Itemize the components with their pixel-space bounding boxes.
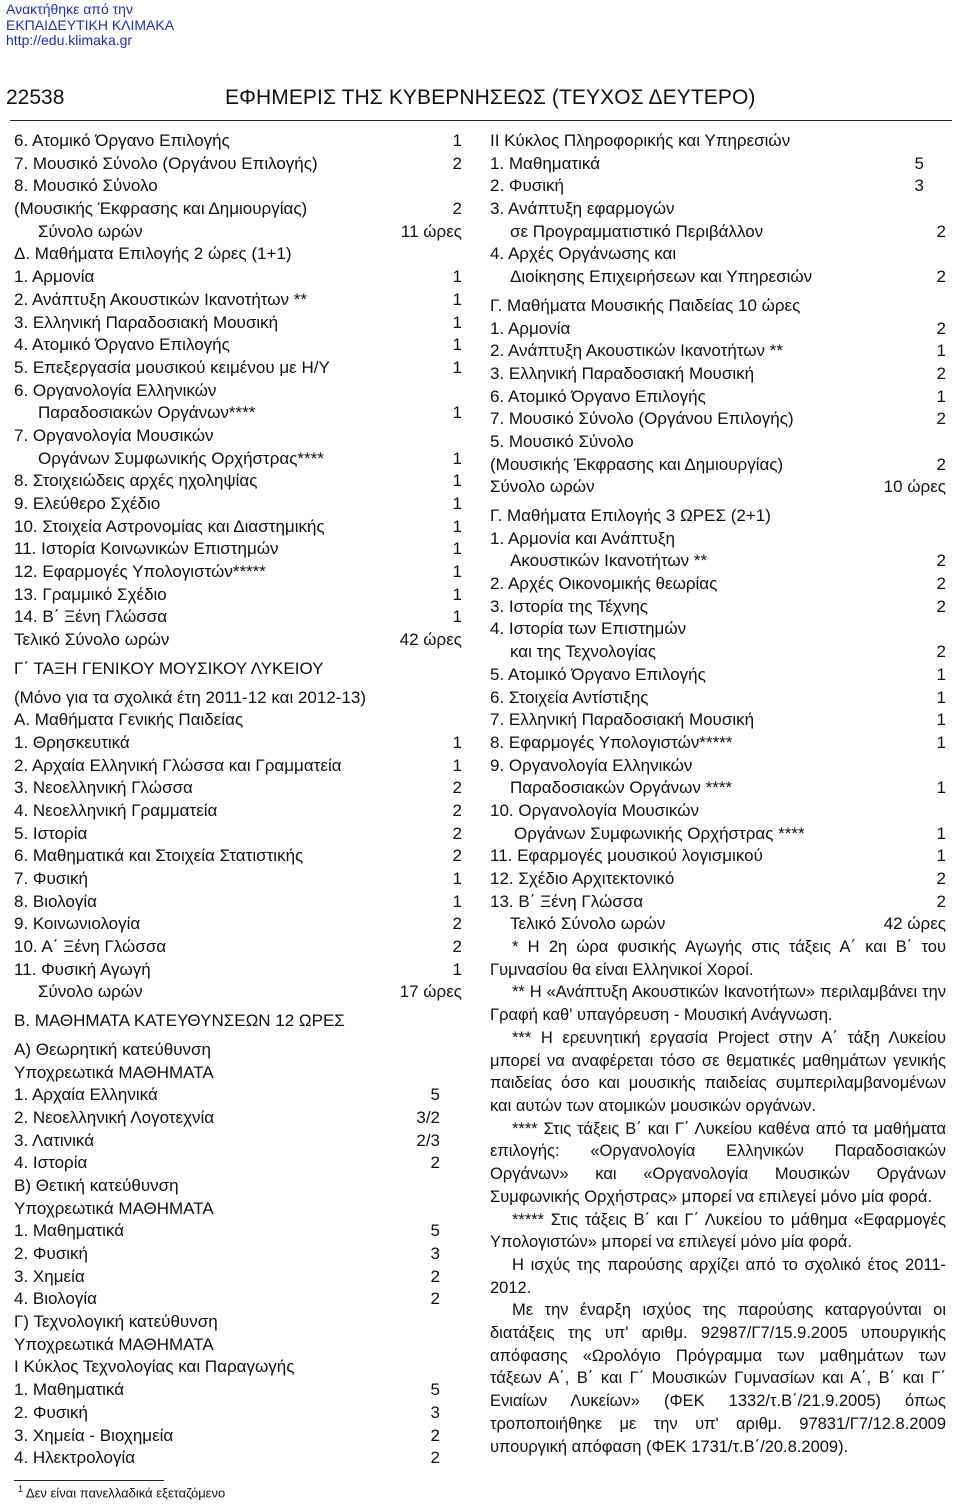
page-header: [0, 86, 960, 118]
item-label: Γ. Μαθήματα Μουσικής Παιδείας 10 ώρες: [490, 295, 801, 315]
item-label: 2. Νεοελληνική Λογοτεχνία: [14, 1107, 215, 1127]
list-item: [490, 175, 946, 198]
list-item: [490, 476, 946, 499]
note-paragraph: ***** Στις τάξεις Β΄ και Γ΄ Λυκείου το μάθημα «Εφαρμογές Υπολογιστών» μπορεί να επιλεγεί μόνο μία φορά.: [490, 1210, 946, 1252]
list-item: [14, 153, 462, 176]
item-hours: 1: [936, 732, 946, 752]
item-hours: 1: [452, 891, 462, 911]
item-label: Ι Κύκλος Τεχνολογίας και Παραγωγής: [14, 1357, 295, 1377]
item-hours: 2: [452, 800, 462, 820]
item-label: Β. ΜΑΘΗΜΑΤΑ ΚΑΤΕΥΘΥΝΣΕΩΝ 12 ΩΡΕΣ: [14, 1011, 345, 1031]
item-label: 7. Φυσική: [14, 869, 88, 888]
item-label: 4. Ατομικό Όργανο Επιλογής: [14, 335, 230, 355]
item-label: 2. Φυσική: [490, 176, 564, 196]
item-hours: 2: [936, 642, 946, 662]
list-item: [14, 1243, 462, 1266]
item-label: 3. Ιστορία της Τέχνης: [490, 596, 648, 616]
item-label: 1. Αρμονία: [14, 267, 95, 287]
list-item: [490, 153, 946, 176]
list-item: [14, 1356, 462, 1379]
list-item: [14, 936, 462, 959]
list-item: [14, 868, 462, 891]
footnote-rule: [14, 1480, 164, 1481]
item-label: 2. Φυσική: [14, 1244, 88, 1263]
list-item: [490, 777, 946, 800]
item-label: 9. Οργανολογία Ελληνικών: [490, 755, 693, 775]
list-item: [14, 584, 462, 607]
list-item: [14, 289, 462, 312]
item-hours: 2/3: [416, 1130, 440, 1150]
item-hours: 1: [936, 664, 946, 684]
item-label: 11. Εφαρμογές μουσικού λογισμικού: [490, 846, 763, 866]
item-label: Παραδοσιακών Οργάνων****: [38, 403, 256, 423]
page-number: 22538: [6, 86, 65, 109]
item-label: Οργάνων Συμφωνικής Ορχήστρας****: [38, 448, 324, 468]
list-item: [14, 402, 462, 425]
list-item: [14, 1379, 462, 1402]
list-item: [14, 913, 462, 936]
item-hours: 5: [430, 1380, 440, 1400]
item-hours: 2: [430, 1425, 440, 1445]
item-hours: 1: [452, 494, 462, 513]
item-hours: 2: [452, 846, 462, 866]
note-paragraph: Με την έναρξη ισχύος της παρούσης καταργούνται οι διατάξεις της υπ' αριθμ. 92987/Γ7/15.9.2005 υπουργικής απόφασης «Ωρολόγιο Πρόγραμμα των μαθημάτων των τάξεων Α΄, Β΄ και Γ΄ Μουσικών Γυμνασίων και Α΄, Β΄ και Γ΄ Ενιαίων Λυκείων» (ΦΕΚ 1332/τ.Β΄/21.9.2005) όπως τροποποιήθηκε με την υπ' αριθμ. 97831/Γ7/12.8.2009 υπουργική απόφαση (ΦΕΚ 1731/τ.Β΄/20.8.2009).: [490, 1301, 946, 1456]
watermark-url-link[interactable]: http://edu.klimaka.gr: [6, 32, 133, 48]
item-label: 11. Φυσική Αγωγή: [14, 959, 151, 979]
list-item: [14, 1425, 462, 1448]
item-label: 13. Β΄ Ξένη Γλώσσα: [490, 891, 644, 911]
list-item: [14, 425, 462, 448]
item-hours: 1: [452, 403, 462, 423]
list-item: [14, 470, 462, 493]
item-label: (Μόνο για τα σχολικά έτη 2011-12 και 2012-13): [14, 687, 367, 707]
item-hours: 1: [452, 584, 462, 604]
item-label: 1. Αρχαία Ελληνικά: [14, 1085, 158, 1105]
item-label: 3. Ελληνική Παραδοσιακή Μουσική: [14, 312, 279, 332]
item-hours: 3/2: [416, 1107, 440, 1127]
list-item: [490, 573, 946, 596]
item-label: 2. Ανάπτυξη Ακουστικών Ικανοτήτων **: [490, 341, 784, 361]
item-label: 5. Επεξεργασία μουσικού κειμένου με Η/Υ: [14, 357, 330, 377]
list-item: [14, 1266, 462, 1289]
item-hours: 1: [452, 732, 462, 752]
list-item: [14, 959, 462, 982]
item-hours: 1: [452, 448, 462, 468]
list-item: [14, 516, 462, 539]
item-label: 3. Λατινικά: [14, 1130, 95, 1150]
item-hours: 42 ώρες: [399, 630, 462, 650]
list-item: [14, 1010, 462, 1033]
item-hours: 1: [452, 312, 462, 332]
item-hours: 2: [452, 937, 462, 957]
list-item: [14, 1107, 462, 1130]
item-label: 4. Νεοελληνική Γραμματεία: [14, 800, 218, 820]
item-label: 13. Γραμμικό Σχέδιο: [14, 584, 167, 604]
list-item: [14, 1130, 462, 1153]
item-label: σε Προγραμματιστικό Περιβάλλον: [510, 221, 764, 241]
item-label: 6. Ατομικό Όργανο Επιλογής: [14, 131, 230, 150]
list-item: [14, 493, 462, 516]
item-label: 4. Ηλεκτρολογία: [14, 1448, 136, 1468]
item-label: 7. Μουσικό Σύνολο (Οργάνου Επιλογής): [490, 409, 794, 429]
item-hours: 2: [936, 409, 946, 429]
item-label: Τελικό Σύνολο ωρών: [14, 630, 170, 650]
watermark-line-2[interactable]: ΕΚΠΑΙΔΕΥΤΙΚΗ ΚΛΙΜΑΚΑ: [6, 16, 175, 33]
footnote-marker: 1: [18, 1484, 24, 1494]
item-label: 10. Οργανολογία Μουσικών: [490, 800, 699, 820]
item-hours: 5: [430, 1221, 440, 1241]
item-hours: 2: [936, 596, 946, 616]
list-item: [14, 732, 462, 755]
list-item: [14, 1062, 462, 1085]
list-item: [490, 755, 946, 778]
item-label: 3. Ελληνική Παραδοσιακή Μουσική: [490, 363, 755, 383]
list-item: [490, 130, 946, 153]
item-hours: 2: [936, 869, 946, 888]
item-label: Γ. Μαθήματα Επιλογής 3 ΩΡΕΣ (2+1): [490, 506, 771, 525]
list-item: [14, 687, 462, 710]
item-label: 1. Θρησκευτικά: [14, 732, 130, 752]
list-item: [490, 386, 946, 409]
item-hours: 3: [430, 1244, 440, 1263]
item-label: 9. Ελεύθερο Σχέδιο: [14, 494, 161, 513]
right-list: [490, 130, 946, 936]
item-label: 9. Κοινωνιολογία: [14, 914, 141, 934]
item-hours: 1: [936, 778, 946, 798]
item-hours: 5: [430, 1085, 440, 1105]
list-item: [490, 243, 946, 266]
item-label: Β) Θετική κατεύθυνση: [14, 1175, 179, 1195]
item-label: 3. Ανάπτυξη εφαρμογών: [490, 199, 675, 219]
note-paragraph: * Η 2η ώρα φυσικής Αγωγής στις τάξεις Α΄ και Β΄ του Γυμνασίου θα είναι Ελληνικοί Χοροί.: [490, 938, 946, 979]
list-item: [14, 709, 462, 732]
list-item: [490, 845, 946, 868]
item-label: 1. Μαθηματικά: [14, 1380, 125, 1400]
item-label: 10. Α΄ Ξένη Γλώσσα: [14, 937, 167, 957]
right-column: [490, 130, 946, 1458]
list-item: [490, 891, 946, 914]
item-label: Σύνολο ωρών: [38, 982, 143, 1002]
list-item: [490, 800, 946, 823]
item-label: Διοίκησης Επιχειρήσεων και Υπηρεσιών: [510, 267, 813, 287]
item-hours: 1: [452, 335, 462, 355]
item-label: 4. Αρχές Οργάνωσης και: [490, 244, 677, 264]
note-paragraph: **** Στις τάξεις Β΄ και Γ΄ Λυκείου καθένα από τα μαθήματα επιλογής: «Οργανολογία Ελληνικών Παραδοσιακών Οργάνων» και «Οργανολογία Μουσικών Οργάνων Συμφωνικής Ορχήστρας» μπορεί να επιλεγεί μόνο μία φορά.: [490, 1119, 946, 1206]
list-item: [490, 363, 946, 386]
item-label: 4. Βιολογία: [14, 1289, 97, 1309]
item-label: 7. Οργανολογία Μουσικών: [14, 425, 214, 445]
watermark-line-1[interactable]: Ανακτήθηκε από την: [6, 1, 133, 17]
list-item: [14, 538, 462, 561]
item-label: 2. Ανάπτυξη Ακουστικών Ικανοτήτων **: [14, 289, 308, 309]
item-label: 10. Στοιχεία Αστρονομίας και Διαστημικής: [14, 516, 325, 536]
item-hours: 2: [452, 823, 462, 843]
list-item: [490, 732, 946, 755]
list-item: [490, 340, 946, 363]
list-item: [14, 1175, 462, 1198]
item-hours: 2: [936, 318, 946, 338]
list-item: [14, 891, 462, 914]
item-label: 3. Χημεία - Βιοχημεία: [14, 1425, 174, 1445]
item-hours: 17 ώρες: [399, 982, 462, 1002]
footnote: [18, 1484, 225, 1500]
item-hours: 1: [936, 341, 946, 361]
list-item: [14, 658, 462, 681]
item-hours: 1: [452, 267, 462, 287]
item-label: 1. Μαθηματικά: [490, 153, 601, 173]
item-hours: 2: [936, 891, 946, 911]
list-item: [14, 1039, 462, 1062]
item-hours: 2: [430, 1289, 440, 1309]
list-item: [14, 1084, 462, 1107]
list-item: [490, 431, 946, 454]
item-hours: 10 ώρες: [883, 477, 946, 497]
item-hours: 1: [452, 562, 462, 582]
item-hours: 1: [452, 516, 462, 536]
note-paragraph: *** Η ερευνητική εργασία Project στην Α΄ τάξη Λυκείου μπορεί να αναφέρεται τόσο σε θεματικές μαθημάτων γενικής παιδείας όσο και μουσικής παιδείας συμπεριλαμβανομένων και αυτών των ατομικών μουσικών οργάνων.: [490, 1028, 946, 1115]
item-label: Τελικό Σύνολο ωρών: [510, 914, 666, 934]
item-hours: 1: [452, 755, 462, 775]
item-label: 2. Αρχαία Ελληνική Γλώσσα και Γραμματεία: [14, 755, 342, 775]
list-item: [14, 1334, 462, 1357]
item-hours: 2: [452, 778, 462, 798]
item-hours: 1: [452, 607, 462, 627]
item-hours: 1: [452, 357, 462, 377]
list-item: [490, 913, 946, 936]
list-item: [490, 664, 946, 687]
list-item: [14, 561, 462, 584]
item-label: 4. Ιστορία: [14, 1153, 88, 1173]
item-label: 8. Στοιχειώδεις αρχές ηχοληψίας: [14, 471, 258, 491]
list-item: [14, 823, 462, 846]
list-item: [14, 380, 462, 403]
item-label: Α) Θεωρητική κατεύθυνση: [14, 1039, 212, 1059]
list-item: [14, 1288, 462, 1311]
item-label: 1. Μαθηματικά: [14, 1221, 125, 1241]
item-label: Γ΄ ΤΑΞΗ ΓΕΝΙΚΟΥ ΜΟΥΣΙΚΟΥ ΛΥΚΕΙΟΥ: [14, 658, 324, 678]
item-label: 4. Ιστορία των Επιστημών: [490, 619, 687, 639]
item-label: 6. Ατομικό Όργανο Επιλογής: [490, 386, 706, 406]
item-label: 3. Χημεία: [14, 1266, 85, 1286]
list-item: [490, 641, 946, 664]
item-hours: 1: [452, 539, 462, 559]
item-hours: 3: [914, 176, 924, 196]
item-label: 1. Αρμονία: [490, 318, 571, 338]
item-label: 7. Ελληνική Παραδοσιακή Μουσική: [490, 710, 755, 730]
list-item: [14, 1198, 462, 1221]
item-label: Υποχρεωτικά ΜΑΘΗΜΑΤΑ: [14, 1062, 214, 1082]
item-label: Γ) Τεχνολογική κατεύθυνση: [14, 1312, 218, 1332]
watermark: [6, 2, 174, 49]
list-item: [14, 334, 462, 357]
item-label: Οργάνων Συμφωνικής Ορχήστρας ****: [514, 823, 805, 843]
list-item: [490, 198, 946, 221]
list-item: [14, 1402, 462, 1425]
list-item: [490, 318, 946, 341]
item-label: 8. Βιολογία: [14, 891, 97, 911]
item-label: Σύνολο ωρών: [38, 221, 143, 241]
left-column: [14, 130, 462, 1470]
list-item: [490, 618, 946, 641]
list-item: [490, 550, 946, 573]
item-label: 6. Στοιχεία Αντίστιξης: [490, 687, 649, 707]
list-item: [490, 596, 946, 619]
item-hours: 2: [452, 153, 462, 173]
list-item: [14, 800, 462, 823]
item-hours: 2: [936, 221, 946, 241]
item-hours: 5: [914, 153, 924, 173]
item-hours: 2: [452, 914, 462, 934]
list-item: [490, 266, 946, 289]
list-item: [490, 687, 946, 710]
list-item: [14, 606, 462, 629]
item-label: 14. Β΄ Ξένη Γλώσσα: [14, 607, 168, 627]
note-paragraph: ** Η «Ανάπτυξη Ακουστικών Ικανοτήτων» περιλαμβάνει την Γραφή καθ' υπαγόρευση - Μουσική Ανάγνωση.: [490, 983, 946, 1025]
item-hours: 2: [936, 454, 946, 474]
list-item: [14, 448, 462, 471]
list-item: [14, 1447, 462, 1470]
list-item: [14, 175, 462, 198]
item-label: 2. Φυσική: [14, 1402, 88, 1422]
notes-section: [490, 936, 946, 1458]
item-label: 12. Σχέδιο Αρχιτεκτονικό: [490, 869, 675, 888]
item-label: και της Τεχνολογίας: [510, 642, 657, 662]
item-label: 11. Ιστορία Κοινωνικών Επιστημών: [14, 539, 279, 559]
item-hours: 1: [452, 959, 462, 979]
list-item: [14, 221, 462, 244]
list-item: [490, 505, 946, 528]
item-hours: 2: [936, 574, 946, 594]
list-item: [490, 295, 946, 318]
item-label: ΙΙ Κύκλος Πληροφορικής και Υπηρεσιών: [490, 131, 791, 150]
gazette-title: ΕΦΗΜΕΡΙΣ ΤΗΣ ΚΥΒΕΡΝΗΣΕΩΣ (ΤΕΥΧΟΣ ΔΕΥΤΕΡΟ): [225, 86, 756, 109]
item-hours: 1: [936, 687, 946, 707]
item-label: 8. Εφαρμογές Υπολογιστών*****: [490, 732, 733, 752]
item-label: Υποχρεωτικά ΜΑΘΗΜΑΤΑ: [14, 1198, 214, 1218]
item-hours: 3: [430, 1402, 440, 1422]
item-hours: 2: [430, 1448, 440, 1468]
item-label: 6. Μαθηματικά και Στοιχεία Στατιστικής: [14, 846, 304, 866]
item-hours: 2: [430, 1153, 440, 1173]
item-label: 5. Ατομικό Όργανο Επιλογής: [490, 664, 706, 684]
list-item: [14, 777, 462, 800]
list-item: [14, 1220, 462, 1243]
list-item: [14, 981, 462, 1004]
list-item: [14, 266, 462, 289]
note-paragraph: Η ισχύς της παρούσης αρχίζει από το σχολικό έτος 2011-2012.: [490, 1255, 946, 1297]
item-label: 6. Οργανολογία Ελληνικών: [14, 380, 217, 400]
list-item: [14, 243, 462, 266]
footnote-text: Δεν είναι πανελλαδικά εξεταζόμενο: [25, 1485, 226, 1501]
list-item: [14, 130, 462, 153]
item-hours: 11 ώρες: [400, 221, 462, 241]
list-item: [14, 198, 462, 221]
item-label: Σύνολο ωρών: [490, 477, 595, 497]
item-label: Παραδοσιακών Οργάνων ****: [510, 778, 733, 798]
item-label: Υποχρεωτικά ΜΑΘΗΜΑΤΑ: [14, 1334, 214, 1354]
item-label: 5. Ιστορία: [14, 823, 88, 843]
item-hours: 2: [936, 363, 946, 383]
list-item: [490, 709, 946, 732]
item-hours: 1: [936, 823, 946, 843]
item-hours: 2: [452, 199, 462, 219]
item-hours: 1: [936, 386, 946, 406]
item-label: 5. Μουσικό Σύνολο: [490, 431, 634, 451]
list-item: [14, 357, 462, 380]
list-item: [490, 221, 946, 244]
item-label: 8. Μουσικό Σύνολο: [14, 176, 158, 196]
item-hours: 2: [936, 267, 946, 287]
list-item: [490, 528, 946, 551]
list-item: [490, 868, 946, 891]
item-label: 7. Μουσικό Σύνολο (Οργάνου Επιλογής): [14, 153, 318, 173]
item-hours: 1: [452, 471, 462, 491]
list-item: [490, 408, 946, 431]
item-label: Ακουστικών Ικανοτήτων **: [510, 551, 708, 571]
item-hours: 1: [452, 869, 462, 888]
item-label: (Μουσικής Έκφρασης και Δημιουργίας): [490, 454, 784, 474]
item-hours: 2: [936, 551, 946, 571]
item-hours: 2: [430, 1266, 440, 1286]
item-label: 12. Εφαρμογές Υπολογιστών*****: [14, 562, 266, 582]
list-item: [490, 823, 946, 846]
item-label: 3. Νεοελληνική Γλώσσα: [14, 778, 193, 798]
item-label: Α. Μαθήματα Γενικής Παιδείας: [14, 710, 244, 730]
list-item: [14, 845, 462, 868]
item-hours: 1: [936, 710, 946, 730]
list-item: [14, 312, 462, 335]
item-label: Δ. Μαθήματα Επιλογής 2 ώρες (1+1): [14, 244, 292, 264]
list-item: [490, 454, 946, 477]
list-item: [14, 755, 462, 778]
list-item: [14, 1311, 462, 1334]
item-hours: 1: [452, 289, 462, 309]
item-hours: 1: [452, 131, 462, 150]
list-item: [14, 629, 462, 652]
item-hours: 42 ώρες: [883, 914, 946, 934]
list-item: [14, 1152, 462, 1175]
item-hours: 1: [936, 846, 946, 866]
item-label: 1. Αρμονία και Ανάπτυξη: [490, 528, 675, 548]
item-label: 2. Αρχές Οικονομικής θεωρίας: [490, 574, 718, 594]
item-label: (Μουσικής Έκφρασης και Δημιουργίας): [14, 199, 308, 219]
header-rule: [10, 120, 952, 121]
